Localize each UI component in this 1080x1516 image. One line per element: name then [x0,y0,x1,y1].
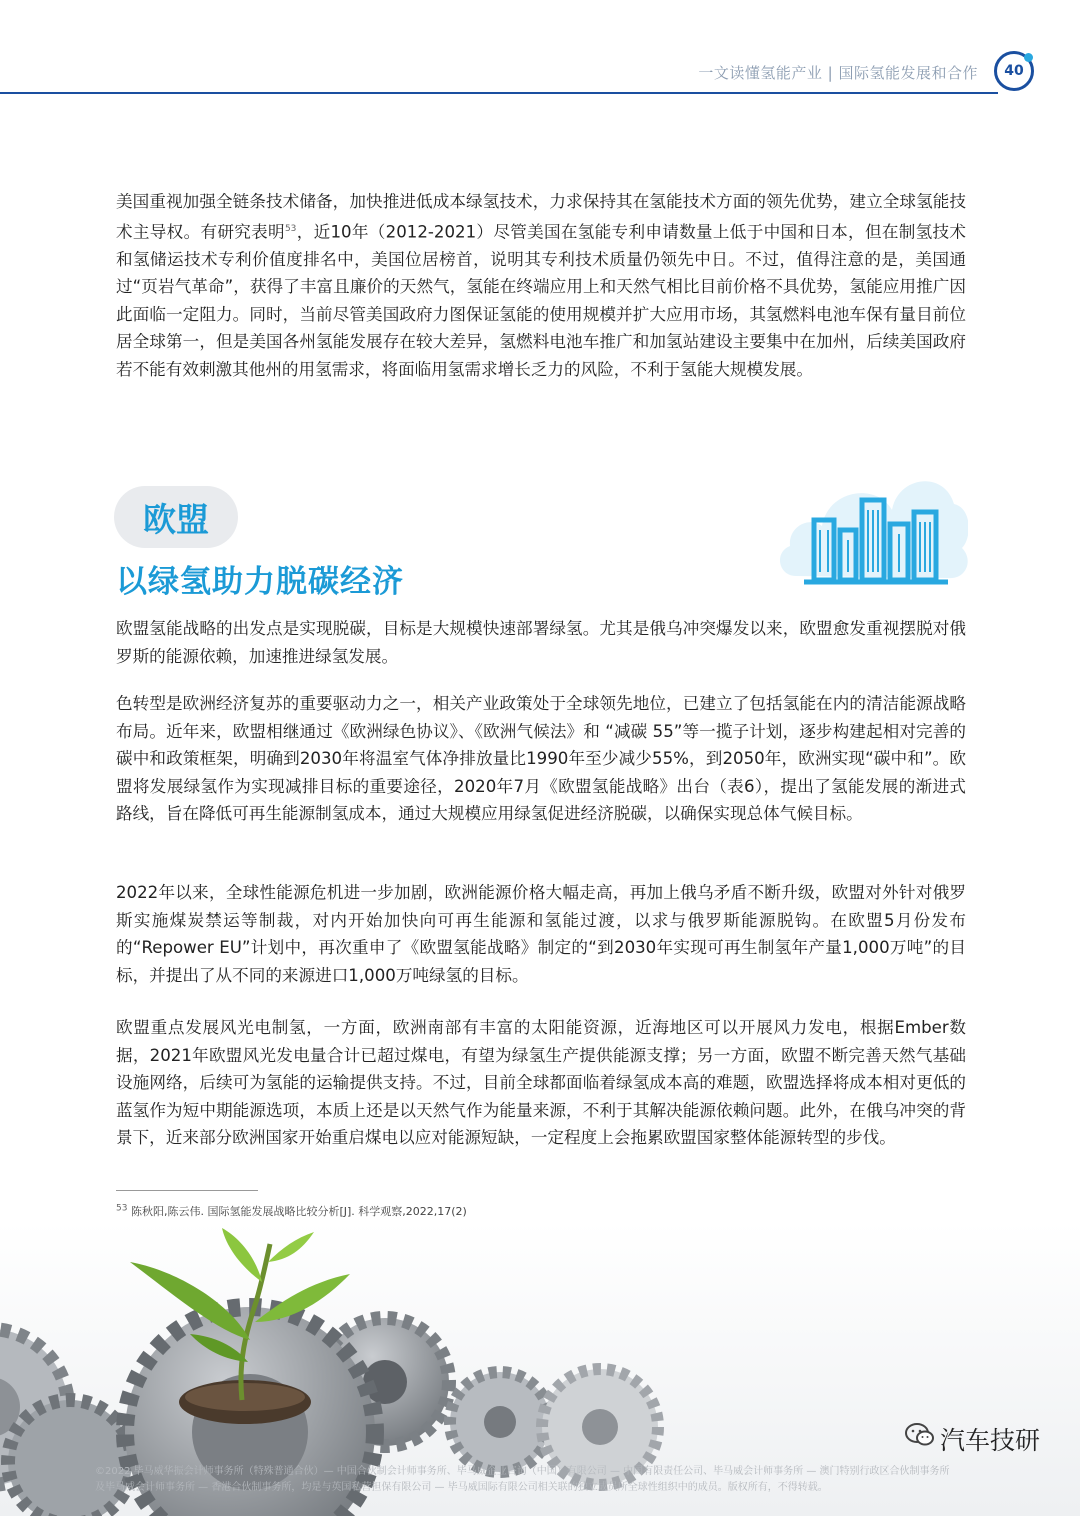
footnote-ref[interactable]: 53 [284,223,297,234]
header-rule [0,92,998,94]
footnote-text: 陈秋阳,陈云伟. 国际氢能发展战略比较分析[J]. 科学观察,2022,17(2) [127,1205,467,1218]
header-title: 一文读懂氢能产业 | 国际氢能发展和合作 [698,64,978,82]
footnote-rule [116,1190,258,1191]
paragraph-us [116,188,966,383]
paragraph-eu-4: 欧盟重点发展风光电制氢，一方面，欧洲南部有丰富的太阳能资源，近海地区可以开展风力发电，根据Ember数据，2021年欧盟风光发电量合计已超过煤电，有望为绿氢生产提供能源支撑；另一方面，欧盟不断完善天然气基础设施网络，后续可为氢能的运输提供支持。不过，目前全球都面临着绿氢成本高的难题，欧盟选择将成本相对更低的蓝氢作为短中期能源选项，本质上还是以天然气作为能量来源，不利于其解决能源依赖问题。此外，在俄乌冲突的背景下，近来部分欧洲国家开始重启煤电以应对能源短缺，一定程度上会拖累欧盟国家整体能源转型的步伐。 [116,1018,966,1147]
city-buildings-icon [776,448,968,596]
legal-line-1: ©2022 毕马威华振会计师事务所（特殊普通合伙）— 中国合伙制会计师事务所、毕马威企业咨询（中国）有限公司 — 中国有限责任公司、毕马威会计师事务所 — 澳门特别行政区合伙制事务所 [95,1466,950,1477]
paragraph-us-part-a: 美国重视加强全链条技术储备，加快推进低成本绿氢技术，力求保持其在氢能技术方面的领先优势，建立全球氢能技术主导权。有研究表明 [116,192,966,242]
paragraph-eu-3: 2022年以来，全球性能源危机进一步加剧，欧洲能源价格大幅走高，再加上俄乌矛盾不断升级，欧盟对外针对俄罗斯实施煤炭禁运等制裁，对内开始加快向可再生能源和氢能过渡，以求与俄罗斯能源脱钩。在欧盟5月份发布的“Repower EU”计划中，再次重申了《欧盟氢能战略》制定的“到2030年实现可再生制氢年产量1,000万吨”的目标，并提出了从不同的来源进口1,000万吨绿氢的目标。 [116,883,966,985]
legal-line-2: 及毕马威会计师事务所 — 香港合伙制事务所，均是与英国私营担保有限公司 — 毕马威国际有限公司相关联的独立成员所全球性组织中的成员。版权所有，不得转载。 [95,1482,828,1493]
page-number: 40 [1004,63,1024,79]
paragraph-eu-1: 欧盟氢能战略的出发点是实现脱碳，目标是大规模快速部署绿氢。尤其是俄乌冲突爆发以来，欧盟愈发重视摆脱对俄罗斯的能源依赖，加速推进绿氢发展。 [116,619,966,666]
paragraph-us-part-b: ，近10年（2012-2021）尽管美国在氢能专利申请数量上低于中国和日本，但在制氢技术和氢储运技术专利价值度排名中，美国位居榜首，说明其专利技术质量仍领先中日。不过，值得注意的是，美国通过“页岩气革命”，获得了丰富且廉价的天然气，氢能在终端应用上和天然气相比目前价格不具优势，氢能应用推广因此面临一定阻力。同时，当前尽管美国政府力图保证氢能的使用规模并扩大应用市场，其氢燃料电池车保有量目前位居全球第一，但是美国各州氢能发展存在较大差异，氢燃料电池车推广和加氢站建设主要集中在加州，后续美国政府若不能有效刺激其他州的用氢需求，将面临用氢需求增长乏力的风险，不利于氢能大规模发展。 [116,222,967,379]
footnote [116,1203,467,1219]
wechat-icon [905,1422,935,1448]
watermark-label: 汽车技研 [940,1426,1041,1455]
badge-dot-icon [1024,53,1033,62]
paragraph-eu-2: 色转型是欧洲经济复苏的重要驱动力之一，相关产业政策处于全球领先地位，已建立了包括氢能在内的清洁能源战略布局。近年来，欧盟相继通过《欧洲绿色协议》、《欧洲气候法》和 “减碳 55”等一揽子计划，逐步构建起相对完善的碳中和政策框架，明确到2030年将温室气体净排放量比1990年至少减少55%，到2050年，欧洲实现“碳中和”。欧盟将发展绿氢作为实现减排目标的重要途径，2020年7月《欧盟氢能战略》出台（表6），提出了氢能发展的渐进式路线，旨在降低可再生能源制氢成本，通过大规模应用绿氢促进经济脱碳，以确保实现总体气候目标。 [116,694,966,823]
section-subtitle: 以绿氢助力脱碳经济 [116,564,404,600]
section-tag: 欧盟 [114,486,238,548]
footnote-number: 53 [116,1203,128,1214]
